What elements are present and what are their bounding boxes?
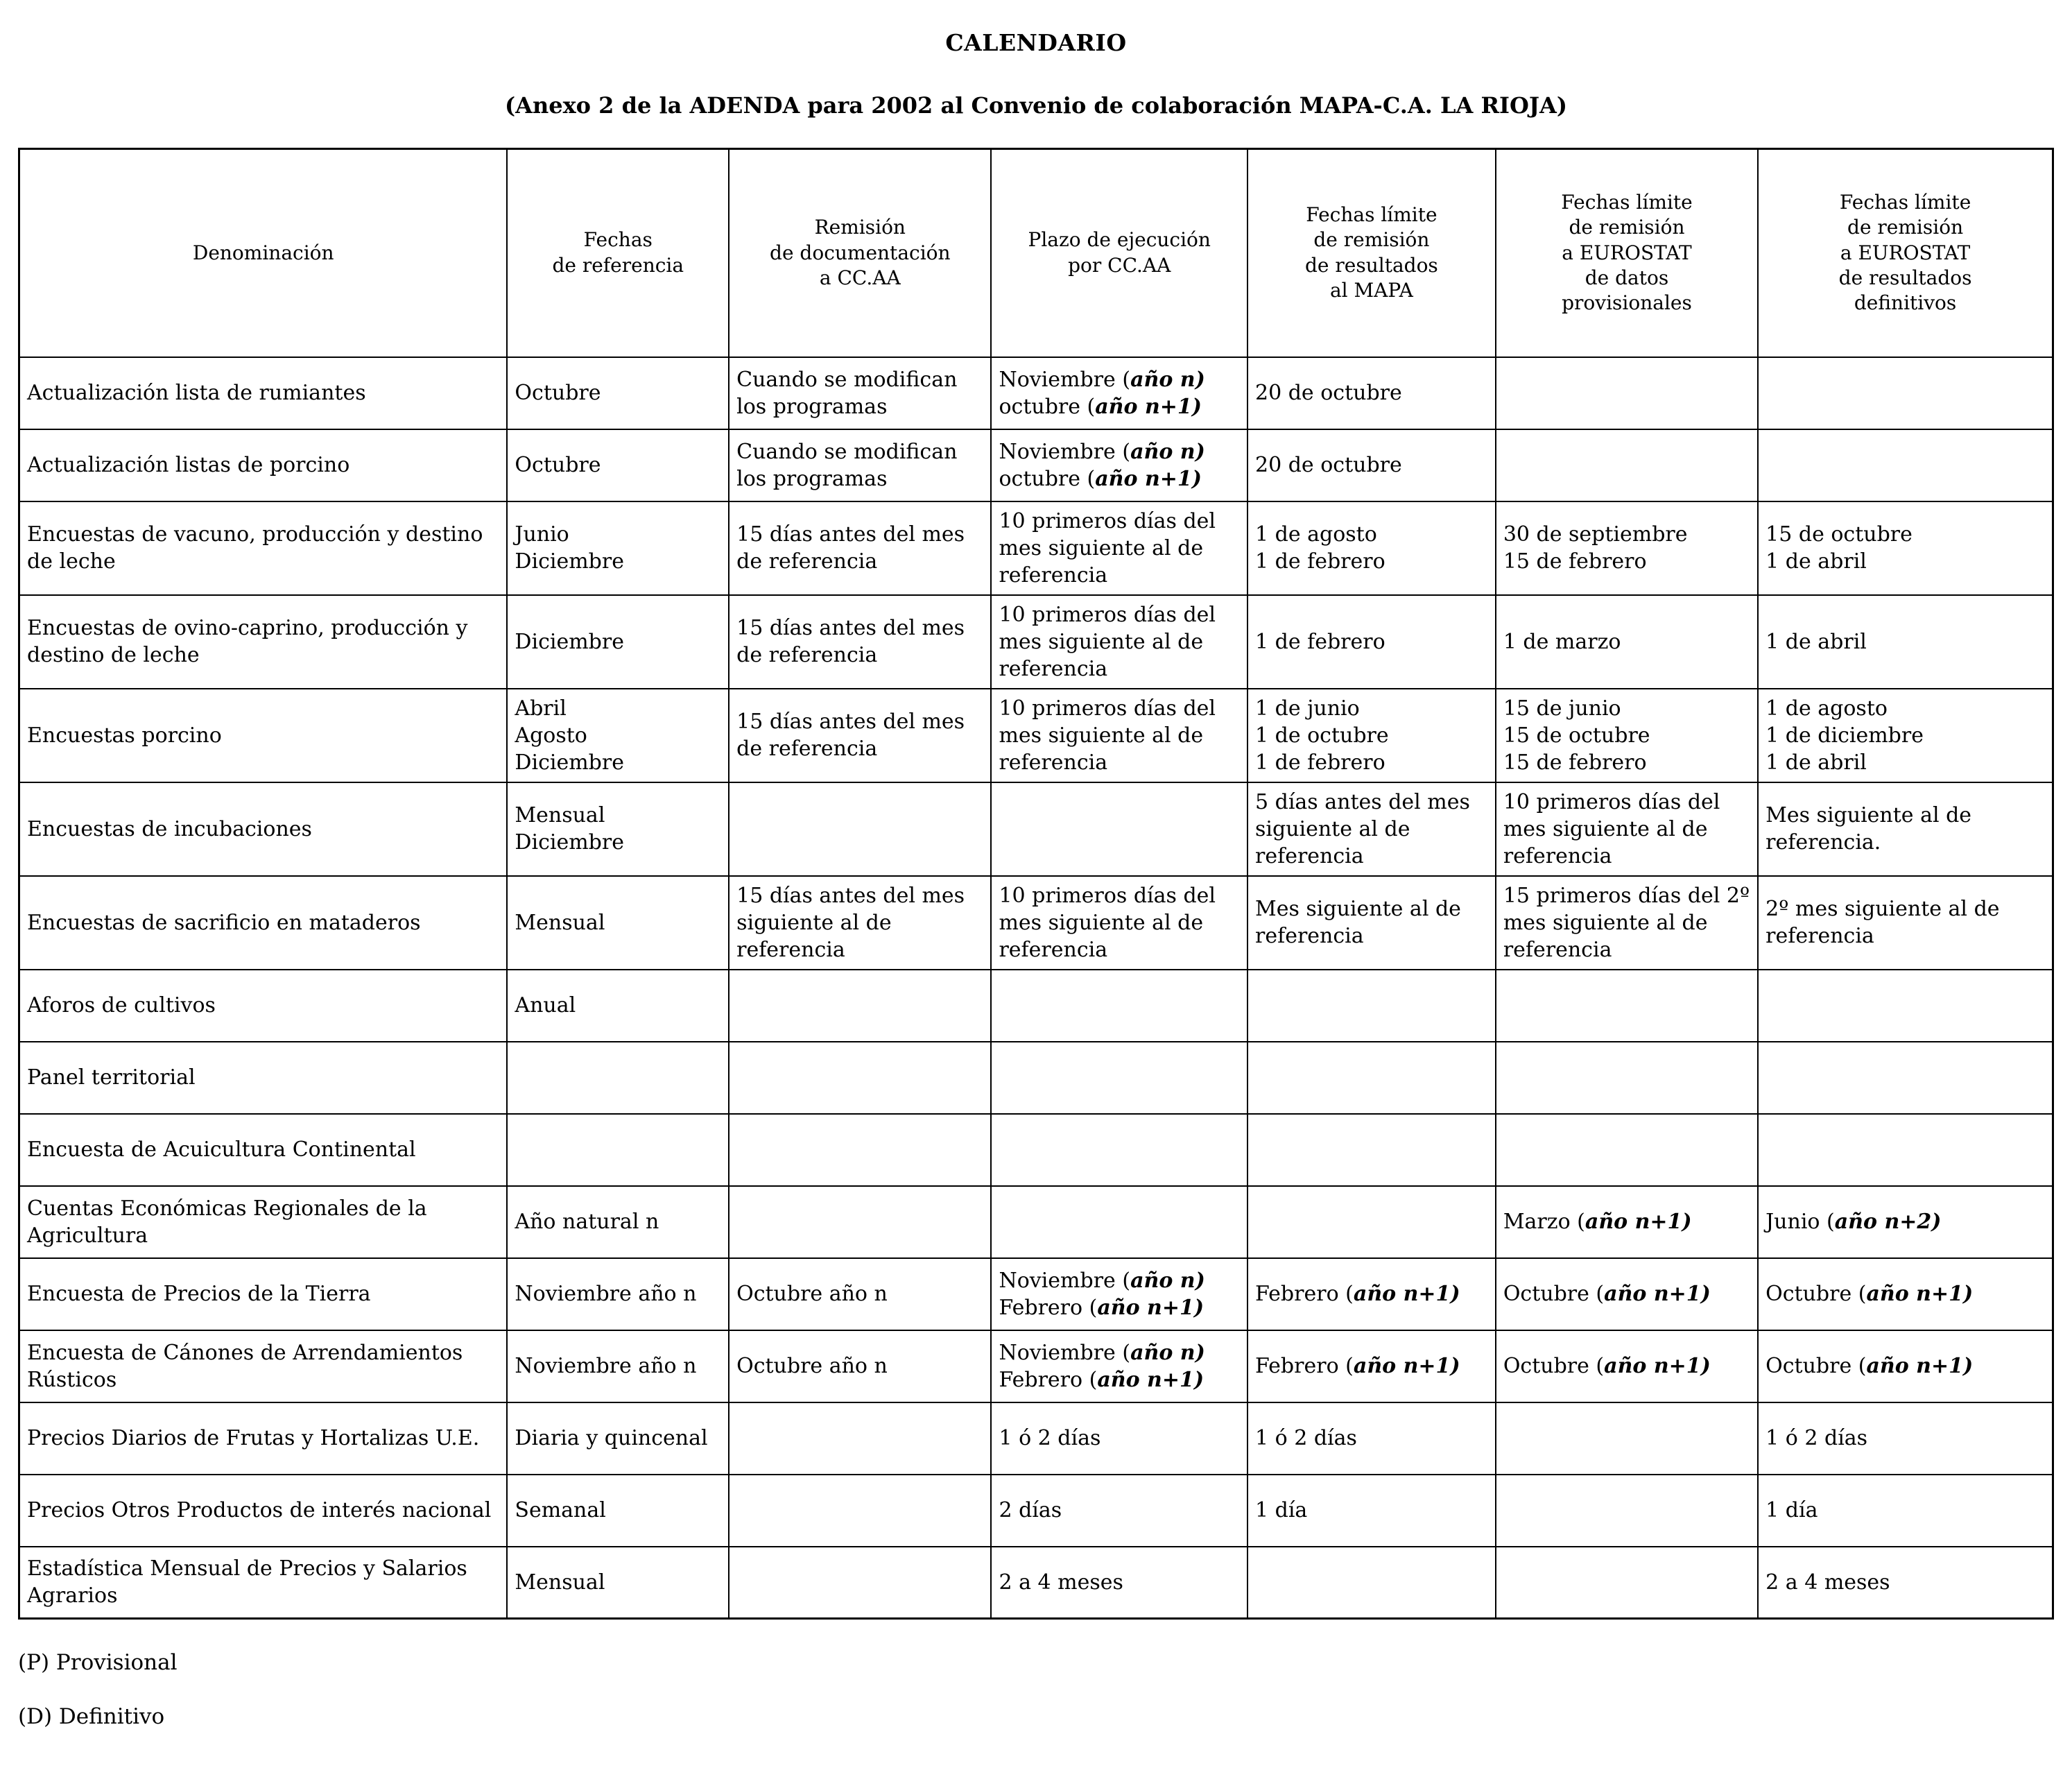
table-cell: Junio Diciembre [507, 501, 729, 595]
table-cell: Actualización lista de rumiantes [19, 357, 508, 429]
table-cell: 1 de agosto 1 de diciembre 1 de abril [1758, 689, 2053, 782]
table-row [19, 1402, 2053, 1475]
table-cell [1496, 1114, 1758, 1186]
table-row [19, 1042, 2053, 1114]
table-cell: Encuesta de Cánones de Arrendamientos Rústicos [19, 1330, 508, 1402]
table-cell: Encuestas de ovino-caprino, producción y destino de leche [19, 595, 508, 689]
table-cell [1247, 1114, 1496, 1186]
table-cell [729, 1114, 991, 1186]
footnote: (D) Definitivo [18, 1704, 165, 1729]
footnote: (P) Provisional [18, 1650, 178, 1675]
table-cell: Junio (año n+2) [1758, 1186, 2053, 1258]
table-cell [1496, 357, 1758, 429]
table-cell: 2º mes siguiente al de referencia [1758, 876, 2053, 970]
table-row [19, 1547, 2053, 1619]
column-header-remision-documentacion: Remisión de documentación a CC.AA [729, 149, 991, 357]
table-row [19, 357, 2053, 429]
table-cell: Estadística Mensual de Precios y Salarios Agrarios [19, 1547, 508, 1619]
table-cell [1247, 1042, 1496, 1114]
table-cell [729, 782, 991, 876]
table-cell: Marzo (año n+1) [1496, 1186, 1758, 1258]
table-cell: Cuando se modifican los programas [729, 357, 991, 429]
table-cell: Encuesta de Acuicultura Continental [19, 1114, 508, 1186]
table-row [19, 876, 2053, 970]
table-cell: 15 días antes del mes siguiente al de referencia [729, 876, 991, 970]
table-cell: Octubre (año n+1) [1758, 1330, 2053, 1402]
table-cell: 15 días antes del mes de referencia [729, 501, 991, 595]
table-cell: Febrero (año n+1) [1247, 1258, 1496, 1330]
table-cell: 1 de febrero [1247, 595, 1496, 689]
table-cell [1758, 357, 2053, 429]
table-cell: 1 ó 2 días [991, 1402, 1247, 1475]
table-cell [729, 970, 991, 1042]
table-row [19, 782, 2053, 876]
table-cell: Noviembre (año n) Febrero (año n+1) [991, 1330, 1247, 1402]
table-row [19, 1258, 2053, 1330]
footnotes [18, 1650, 2054, 1729]
table-cell: Cuentas Económicas Regionales de la Agricultura [19, 1186, 508, 1258]
table-cell: 1 de marzo [1496, 595, 1758, 689]
table-cell: 15 días antes del mes de referencia [729, 595, 991, 689]
table-cell [991, 782, 1247, 876]
table-row [19, 689, 2053, 782]
table-cell: 1 día [1758, 1475, 2053, 1547]
table-row [19, 1186, 2053, 1258]
table-cell: 1 de junio 1 de octubre 1 de febrero [1247, 689, 1496, 782]
table-cell: 20 de octubre [1247, 429, 1496, 501]
table-cell [991, 1186, 1247, 1258]
table-cell: Noviembre año n [507, 1258, 729, 1330]
table-row [19, 595, 2053, 689]
table-cell: 15 de octubre 1 de abril [1758, 501, 2053, 595]
table-cell: 15 días antes del mes de referencia [729, 689, 991, 782]
table-cell [1496, 429, 1758, 501]
table-cell: Noviembre (año n) octubre (año n+1) [991, 429, 1247, 501]
table-cell [507, 1042, 729, 1114]
table-cell: Noviembre (año n) Febrero (año n+1) [991, 1258, 1247, 1330]
table-cell: Semanal [507, 1475, 729, 1547]
table-cell: Mensual [507, 876, 729, 970]
table-cell [991, 970, 1247, 1042]
table-cell: Encuestas de vacuno, producción y destino de leche [19, 501, 508, 595]
table-cell [1758, 1042, 2053, 1114]
table-cell: Cuando se modifican los programas [729, 429, 991, 501]
table-cell [1758, 429, 2053, 501]
table-cell: Anual [507, 970, 729, 1042]
table-cell [991, 1114, 1247, 1186]
table-cell [1758, 970, 2053, 1042]
table-cell: Octubre (año n+1) [1496, 1258, 1758, 1330]
table-cell: 1 ó 2 días [1758, 1402, 2053, 1475]
table-cell: Octubre (año n+1) [1758, 1258, 2053, 1330]
table-cell: Encuestas de incubaciones [19, 782, 508, 876]
table-cell: 1 de abril [1758, 595, 2053, 689]
table-cell: Panel territorial [19, 1042, 508, 1114]
column-header-denominacion: Denominación [19, 149, 508, 357]
table-cell [1758, 1114, 2053, 1186]
table-cell: 2 a 4 meses [1758, 1547, 2053, 1619]
table-cell: 10 primeros días del mes siguiente al de referencia [991, 501, 1247, 595]
table-cell [507, 1114, 729, 1186]
table-cell: Abril Agosto Diciembre [507, 689, 729, 782]
table-cell: Octubre (año n+1) [1496, 1330, 1758, 1402]
table-cell: 15 de junio 15 de octubre 15 de febrero [1496, 689, 1758, 782]
table-header [19, 149, 2053, 357]
table-cell: 2 a 4 meses [991, 1547, 1247, 1619]
table-cell: 2 días [991, 1475, 1247, 1547]
table-cell: 10 primeros días del mes siguiente al de referencia [1496, 782, 1758, 876]
column-header-limite-mapa: Fechas límite de remisión de resultados al MAPA [1247, 149, 1496, 357]
table-cell: 10 primeros días del mes siguiente al de referencia [991, 689, 1247, 782]
column-header-eurostat-provisionales: Fechas límite de remisión a EUROSTAT de datos provisionales [1496, 149, 1758, 357]
table-cell: 15 primeros días del 2º mes siguiente al de referencia [1496, 876, 1758, 970]
table-cell: Febrero (año n+1) [1247, 1330, 1496, 1402]
table-cell: Octubre año n [729, 1330, 991, 1402]
table-cell: Encuestas de sacrificio en mataderos [19, 876, 508, 970]
column-header-fechas-referencia: Fechas de referencia [507, 149, 729, 357]
table-cell: Octubre [507, 429, 729, 501]
calendar-table [18, 148, 2054, 1620]
column-header-plazo-ejecucion: Plazo de ejecución por CC.AA [991, 149, 1247, 357]
table-cell: Precios Diarios de Frutas y Hortalizas U.E. [19, 1402, 508, 1475]
document-title: CALENDARIO [945, 29, 1127, 56]
table-cell [1496, 1402, 1758, 1475]
document-subtitle: (Anexo 2 de la ADENDA para 2002 al Convenio de colaboración MAPA-C.A. LA RIOJA) [505, 92, 1567, 119]
table-cell: Año natural n [507, 1186, 729, 1258]
table-cell: 10 primeros días del mes siguiente al de referencia [991, 876, 1247, 970]
table-row [19, 429, 2053, 501]
table-header-row [19, 149, 2053, 357]
table-cell: 10 primeros días del mes siguiente al de referencia [991, 595, 1247, 689]
table-cell [729, 1402, 991, 1475]
table-cell [729, 1475, 991, 1547]
table-cell [1496, 1042, 1758, 1114]
table-row [19, 501, 2053, 595]
table-cell: Diciembre [507, 595, 729, 689]
table-cell: Precios Otros Productos de interés nacional [19, 1475, 508, 1547]
table-cell: 1 de agosto 1 de febrero [1247, 501, 1496, 595]
table-cell: Mes siguiente al de referencia. [1758, 782, 2053, 876]
table-cell: 1 día [1247, 1475, 1496, 1547]
table-cell: Diaria y quincenal [507, 1402, 729, 1475]
table-cell: Aforos de cultivos [19, 970, 508, 1042]
table-cell [729, 1547, 991, 1619]
table-cell: Noviembre año n [507, 1330, 729, 1402]
table-cell [991, 1042, 1247, 1114]
column-header-eurostat-definitivos: Fechas límite de remisión a EUROSTAT de resultados definitivos [1758, 149, 2053, 357]
table-row [19, 1330, 2053, 1402]
table-cell: Noviembre (año n) octubre (año n+1) [991, 357, 1247, 429]
table-cell [729, 1042, 991, 1114]
table-row [19, 1114, 2053, 1186]
table-cell: 20 de octubre [1247, 357, 1496, 429]
table-cell: 30 de septiembre 15 de febrero [1496, 501, 1758, 595]
table-cell [1496, 970, 1758, 1042]
table-cell: 5 días antes del mes siguiente al de referencia [1247, 782, 1496, 876]
table-cell: Octubre año n [729, 1258, 991, 1330]
table-cell [729, 1186, 991, 1258]
table-cell: Mes siguiente al de referencia [1247, 876, 1496, 970]
table-body [19, 357, 2053, 1619]
table-cell: 1 ó 2 días [1247, 1402, 1496, 1475]
table-cell: Encuestas porcino [19, 689, 508, 782]
table-row [19, 1475, 2053, 1547]
table-cell [1247, 970, 1496, 1042]
table-cell: Actualización listas de porcino [19, 429, 508, 501]
table-cell [1496, 1547, 1758, 1619]
table-cell [1496, 1475, 1758, 1547]
table-cell [1247, 1547, 1496, 1619]
table-cell: Octubre [507, 357, 729, 429]
table-cell [1247, 1186, 1496, 1258]
table-cell: Mensual [507, 1547, 729, 1619]
table-cell: Encuesta de Precios de la Tierra [19, 1258, 508, 1330]
table-row [19, 970, 2053, 1042]
table-cell: Mensual Diciembre [507, 782, 729, 876]
